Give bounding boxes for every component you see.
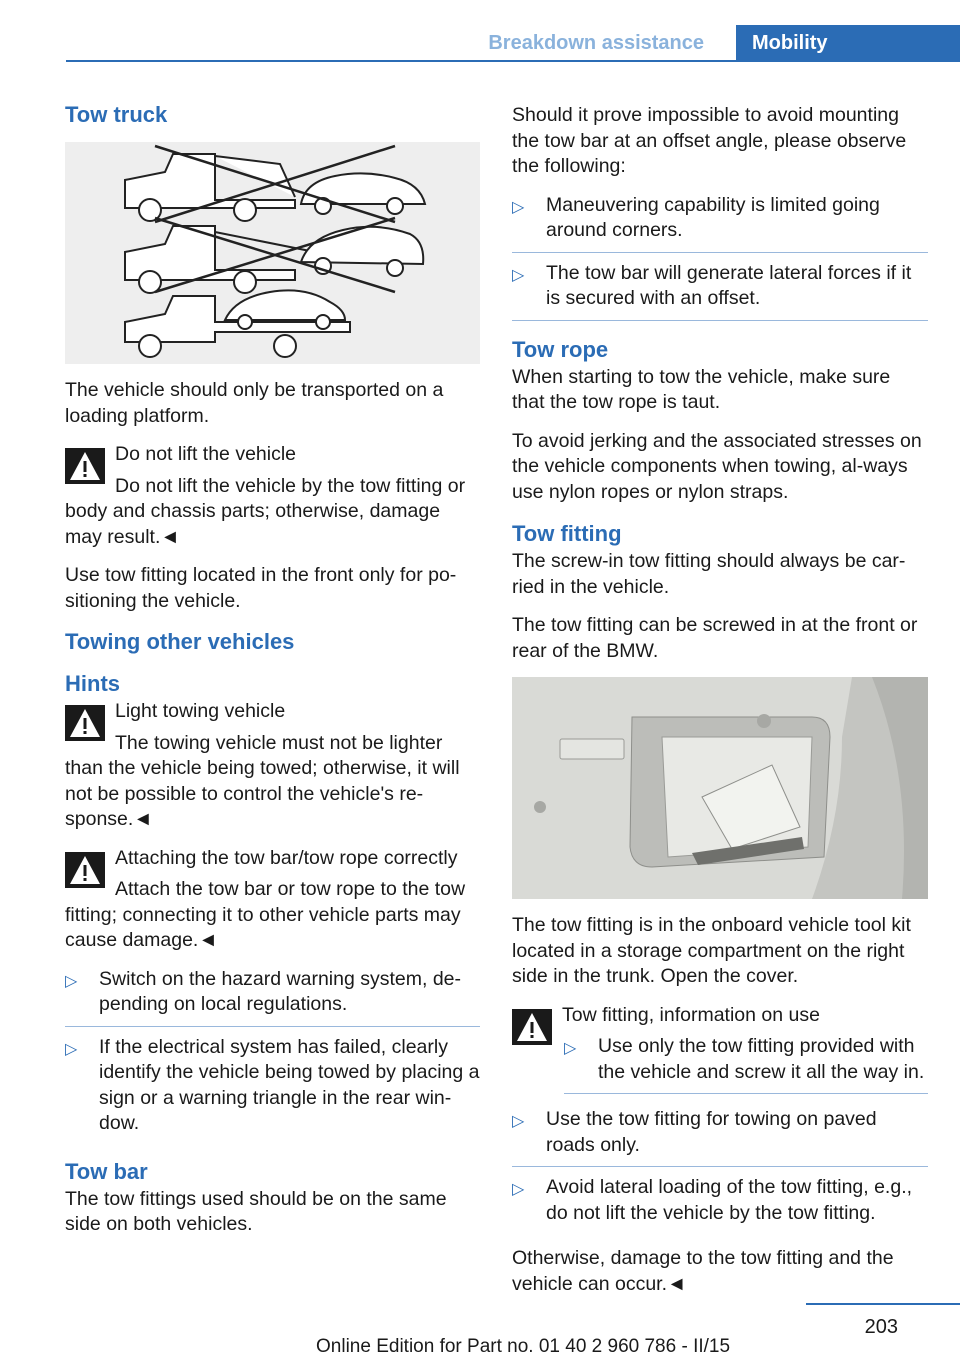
header-chapter-tab: Mobility bbox=[736, 25, 960, 62]
bullet-triangle-icon: ▷ bbox=[512, 198, 525, 216]
tow-truck-text: The vehicle should only be transported on a loading platform. bbox=[65, 379, 444, 427]
warning-title: Attaching the tow bar/tow rope correctly bbox=[115, 846, 458, 869]
warning-bullet-list bbox=[564, 1034, 928, 1094]
towing-bullet-list bbox=[65, 967, 480, 1145]
edition-note: Online Edition for Part no. 01 40 2 960 786 - II/15 bbox=[316, 1336, 731, 1357]
bullet-triangle-icon: ▷ bbox=[512, 1181, 525, 1198]
warning-light-towing-vehicle bbox=[65, 699, 480, 833]
left-column bbox=[65, 100, 480, 1251]
offset-text: Should it prove impossible to avoid mounting the tow bar at an offset angle, please observe the following: bbox=[512, 104, 907, 177]
heading-tow-rope: Tow rope bbox=[512, 336, 609, 362]
tow-fitting-text-2: The tow fitting can be screwed in at the front or rear of the BMW. bbox=[512, 614, 918, 662]
list-item: ▷ Use the tow fitting for towing on paved roads only. bbox=[512, 1107, 928, 1167]
heading-tow-bar: Tow bar bbox=[65, 1158, 148, 1184]
tow-truck-illustration bbox=[65, 142, 480, 364]
list-item: ▷ Use only the tow fitting provided with the vehicle and screw it all the way in. bbox=[564, 1034, 928, 1094]
warning-body: The towing vehicle must not be lighter than the vehicle being towed; otherwise, it will not be possible to control the vehicle's re‐sponse.◄ bbox=[65, 731, 460, 830]
warning-do-not-lift bbox=[65, 442, 480, 550]
offset-bullet-list bbox=[512, 193, 928, 321]
heading-tow-truck: Tow truck bbox=[65, 102, 168, 127]
list-item: ▷ Avoid lateral loading of the tow fitting, e.g., do not lift the vehicle by the tow fitting. bbox=[512, 1176, 913, 1224]
warning-title: Tow fitting, information on use bbox=[562, 1003, 820, 1026]
warning-icon bbox=[512, 1009, 552, 1045]
bullet-triangle-icon: ▷ bbox=[65, 1040, 78, 1058]
warning-body: Attach the tow bar or tow rope to the tow fitting; connecting it to other vehicle parts may cause damage.◄ bbox=[65, 878, 466, 951]
page-number: 203 bbox=[864, 1316, 898, 1338]
warning-icon bbox=[65, 448, 105, 484]
trunk-compartment-photo bbox=[512, 677, 928, 899]
heading-tow-fitting: Tow fitting bbox=[512, 521, 622, 546]
fitting-bullet-list bbox=[512, 1107, 928, 1234]
closing-text: Otherwise, damage to the tow fitting and the vehicle can occur.◄ bbox=[512, 1247, 894, 1295]
footer-rule bbox=[806, 1303, 960, 1305]
warning-icon bbox=[65, 852, 105, 888]
warning-tow-fitting-use bbox=[512, 1003, 928, 1095]
list-item: ▷ Switch on the hazard warning system, de‐pending on local regulations. bbox=[65, 967, 480, 1027]
tow-rope-text-1: When starting to tow the vehicle, make sure that the tow rope is taut. bbox=[512, 365, 891, 413]
warning-attaching-tow-bar bbox=[65, 846, 480, 954]
bullet-triangle-icon: ▷ bbox=[512, 1113, 525, 1130]
heading-hints: Hints bbox=[65, 671, 120, 696]
tow-fitting-text-3: The tow fitting is in the onboard vehicle tool kit located in a storage compartment on the right side in the trunk. Open the cover. bbox=[512, 914, 911, 987]
header-section-title: Breakdown assistance bbox=[488, 32, 704, 54]
heading-towing-other-vehicles: Towing other vehicles bbox=[65, 629, 295, 654]
warning-body: Do not lift the vehicle by the tow fitting or body and chassis parts; otherwise, damage may result.◄ bbox=[65, 474, 466, 548]
bullet-triangle-icon: ▷ bbox=[65, 972, 78, 990]
front-fitting-text: Use tow fitting located in the front only for po‐sitioning the vehicle. bbox=[65, 564, 457, 612]
bullet-triangle-icon: ▷ bbox=[512, 266, 525, 284]
page-header bbox=[66, 25, 960, 61]
bullet-triangle-icon: ▷ bbox=[564, 1040, 577, 1057]
list-item: ▷ Maneuvering capability is limited going around corners. bbox=[512, 193, 928, 253]
tow-fitting-text-1: The screw-in tow fitting should always be car‐ried in the vehicle. bbox=[512, 550, 906, 598]
right-column bbox=[512, 103, 928, 1310]
list-item: ▷ The tow bar will generate lateral forces if it is secured with an offset. bbox=[512, 261, 928, 321]
list-item: ▷ If the electrical system has failed, clearly identify the vehicle being towed by placing a sign or a warning triangle in the rear win‐dow. bbox=[65, 1035, 480, 1134]
tow-rope-text-2: To avoid jerking and the associated stresses on the vehicle components when towing, al‐ways use nylon ropes or nylon straps. bbox=[512, 429, 922, 503]
warning-title: Light towing vehicle bbox=[115, 700, 286, 722]
warning-title: Do not lift the vehicle bbox=[115, 443, 297, 465]
warning-icon bbox=[65, 705, 105, 741]
tow-bar-text: The tow fittings used should be on the same side on both vehicles. bbox=[65, 1187, 447, 1235]
